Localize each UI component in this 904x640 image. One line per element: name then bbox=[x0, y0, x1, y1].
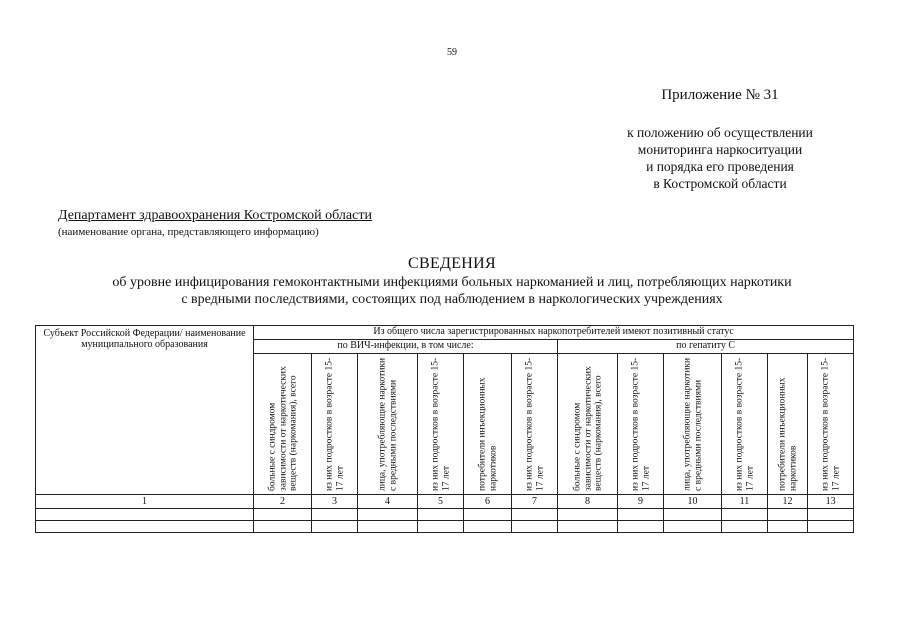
column-number: 8 bbox=[558, 495, 618, 509]
table-cell bbox=[558, 509, 618, 521]
column-number: 6 bbox=[464, 495, 512, 509]
column-number: 3 bbox=[312, 495, 358, 509]
table-cell bbox=[722, 509, 768, 521]
column-number: 10 bbox=[664, 495, 722, 509]
column-header: больные с синдромом зависимости от наркотических веществ (наркомания), всего bbox=[266, 366, 298, 491]
table-cell bbox=[36, 521, 254, 533]
column-number: 13 bbox=[808, 495, 854, 509]
top-header: Из общего числа зарегистрированных наркопотребителей имеют позитивный статус bbox=[254, 326, 854, 340]
document-subtitle-line: с вредными последствиями, состоящих под наблюдением в наркологических учреждениях bbox=[181, 292, 723, 307]
appendix-caption-line: мониторинга наркоситуации bbox=[637, 142, 803, 157]
table-cell bbox=[254, 521, 312, 533]
column-header-cell bbox=[664, 354, 722, 495]
column-header-cell bbox=[254, 354, 312, 495]
appendix-title: Приложение № 31 bbox=[661, 87, 779, 103]
column-header-cell bbox=[312, 354, 358, 495]
table-cell bbox=[558, 521, 618, 533]
table-cell bbox=[618, 521, 664, 533]
organization-name: Департамент здравоохранения Костромской области bbox=[58, 208, 372, 223]
column-number: 2 bbox=[254, 495, 312, 509]
column-number: 5 bbox=[418, 495, 464, 509]
table-cell bbox=[418, 521, 464, 533]
table-cell bbox=[312, 509, 358, 521]
column-header: из них подростков в возрасте 15-17 лет bbox=[430, 357, 451, 491]
report-table bbox=[35, 325, 854, 533]
column-header: из них подростков в возрасте 15-17 лет bbox=[734, 357, 755, 491]
column-header-cell bbox=[558, 354, 618, 495]
table-cell bbox=[664, 521, 722, 533]
page-number: 59 bbox=[447, 47, 457, 58]
table-cell bbox=[512, 521, 558, 533]
column-header-cell bbox=[418, 354, 464, 495]
column-number: 7 bbox=[512, 495, 558, 509]
table-cell bbox=[808, 509, 854, 521]
table-cell bbox=[618, 509, 664, 521]
table-cell bbox=[722, 521, 768, 533]
column-header-cell bbox=[358, 354, 418, 495]
column-header-cell bbox=[808, 354, 854, 495]
document-title: СВЕДЕНИЯ bbox=[408, 255, 496, 272]
table-cell bbox=[358, 521, 418, 533]
table-cell bbox=[768, 509, 808, 521]
document-subtitle bbox=[0, 274, 904, 308]
row-header-cell bbox=[36, 326, 254, 495]
table-cell bbox=[312, 521, 358, 533]
table-row bbox=[36, 521, 854, 533]
column-header-cell bbox=[618, 354, 664, 495]
appendix-caption-line: в Костромской области bbox=[653, 176, 787, 191]
table-cell bbox=[358, 509, 418, 521]
group-header-hiv: по ВИЧ-инфекции, в том числе: bbox=[254, 340, 558, 354]
column-header-cell bbox=[512, 354, 558, 495]
column-header: из них подростков в возрасте 15-17 лет bbox=[324, 357, 345, 491]
table-cell bbox=[254, 509, 312, 521]
column-header: потребители инъекционных наркотиков bbox=[477, 377, 498, 491]
document-subtitle-line: об уровне инфицирования гемоконтактными инфекциями больных наркоманией и лиц, потребляющих наркотики bbox=[112, 275, 792, 290]
organization-hint: (наименование органа, представляющего информацию) bbox=[58, 226, 319, 238]
table-row bbox=[36, 509, 854, 521]
column-header: из них подростков в возрасте 15-17 лет bbox=[524, 357, 545, 491]
appendix-caption-line: и порядка его проведения bbox=[646, 159, 794, 174]
table-cell bbox=[464, 521, 512, 533]
table-cell bbox=[36, 509, 254, 521]
group-header-hepc: по гепатиту С bbox=[558, 340, 854, 354]
appendix-caption-line: к положению об осуществлении bbox=[627, 125, 813, 140]
column-header: из них подростков в возрасте 15-17 лет bbox=[630, 357, 651, 491]
table-cell bbox=[808, 521, 854, 533]
table-cell bbox=[418, 509, 464, 521]
column-header-cell bbox=[464, 354, 512, 495]
table-cell bbox=[512, 509, 558, 521]
column-header-cell bbox=[722, 354, 768, 495]
appendix-caption bbox=[560, 124, 880, 192]
table-cell bbox=[664, 509, 722, 521]
column-number: 1 bbox=[36, 495, 254, 509]
column-number: 11 bbox=[722, 495, 768, 509]
column-number: 9 bbox=[618, 495, 664, 509]
row-header: Субъект Российской Федерации/ наименование муниципального образования bbox=[43, 328, 246, 350]
column-header: из них подростков в возрасте 15-17 лет bbox=[820, 357, 841, 491]
table-cell bbox=[464, 509, 512, 521]
column-header: больные с синдромом зависимости от наркотических веществ (наркомания), всего bbox=[571, 366, 603, 491]
column-header-cell bbox=[768, 354, 808, 495]
table-cell bbox=[768, 521, 808, 533]
column-number: 4 bbox=[358, 495, 418, 509]
column-number: 12 bbox=[768, 495, 808, 509]
column-header: лица, употребляющие наркотики с вредными последствиями bbox=[377, 357, 398, 491]
column-header: лица, употребляющие наркотики с вредными последствиями bbox=[682, 357, 703, 491]
column-header: потребители инъекционных наркотиков bbox=[777, 377, 798, 491]
